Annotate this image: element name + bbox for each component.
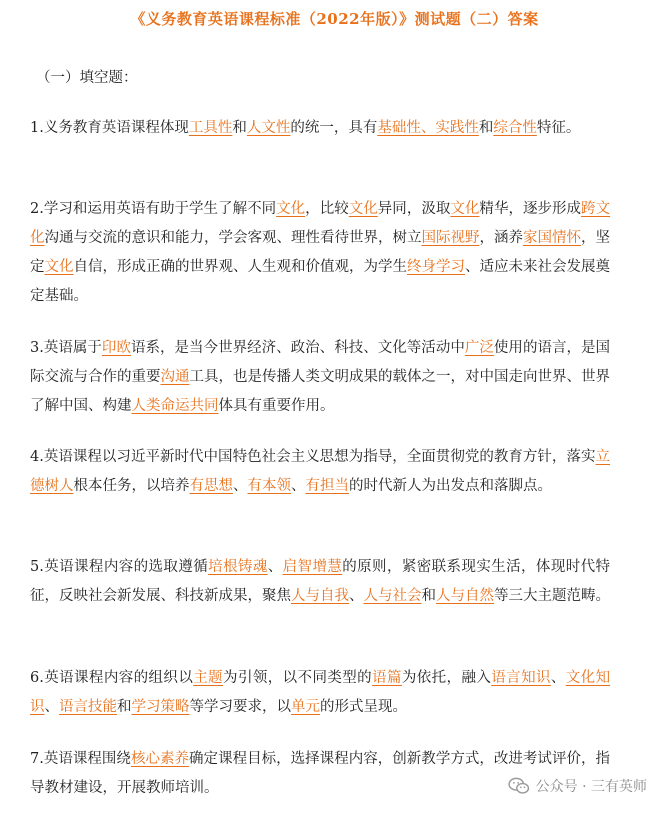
question-text: 沟通与交流的意识和能力，学会客观、理性看待世界，树立 xyxy=(44,230,422,246)
question-text: 精华，逐步形成 xyxy=(479,201,582,217)
question-item xyxy=(30,553,610,611)
question-text: 为依托，融入 xyxy=(401,670,492,686)
question-text: 自信，形成正确的世界观、人生观和价值观，为学生 xyxy=(73,259,407,275)
answer-blank: 学习策略 xyxy=(131,699,190,715)
question-text: 的时代新人为出发点和落脚点。 xyxy=(349,478,552,494)
question-text: ，坚定 xyxy=(30,230,610,275)
question-text: 工具，也是传播人类文明成果的载体之一，对中国走向世界、世界了解中国、构建 xyxy=(30,369,610,414)
answer-blank: 立德树人 xyxy=(30,449,610,494)
question-text: 、 xyxy=(349,588,364,604)
answer-blank: 人与社会 xyxy=(363,588,422,604)
answer-blank: 综合性 xyxy=(493,120,537,136)
question-text: 确定课程目标，选择课程内容，创新教学方式，改进考试评价，指导教材建设，开展教师培训。 xyxy=(30,751,610,796)
question-text: 特征。 xyxy=(536,120,581,136)
question-text: 根本任务，以培养 xyxy=(73,478,190,494)
question-item xyxy=(30,114,610,143)
question-text: 体具有重要作用。 xyxy=(218,398,335,414)
answer-blank: 沟通 xyxy=(160,369,190,385)
answer-blank: 跨文化 xyxy=(30,201,611,246)
answer-blank: 家国情怀 xyxy=(523,230,581,246)
answer-blank: 国际视野 xyxy=(421,230,480,246)
question-text: 和 xyxy=(478,120,494,136)
answer-blank: 印欧 xyxy=(101,340,131,356)
question-text: 、 xyxy=(267,559,283,575)
answer-blank: 人文性 xyxy=(246,120,291,136)
question-text: 、 xyxy=(550,670,566,686)
question-text: 等三大主题范畴。 xyxy=(494,588,610,604)
answer-blank: 基础性、实践性 xyxy=(377,120,479,136)
answer-blank: 有本领 xyxy=(247,478,291,494)
question-text: 1.义务教育英语课程体现 xyxy=(30,120,189,136)
question-text: ，比较 xyxy=(305,201,349,217)
answer-blank: 有担当 xyxy=(305,478,349,494)
question-text: 、 xyxy=(291,478,306,494)
answer-blank: 有思想 xyxy=(189,478,233,494)
question-text: 语系，是当今世界经济、政治、科技、文化等活动中 xyxy=(130,340,465,356)
question-text: 、适应未来社会发展奠定基础。 xyxy=(30,259,610,304)
question-text: 5.英语课程内容的选取遵循 xyxy=(30,559,209,575)
question-text: 的统一，具有 xyxy=(290,120,378,136)
question-item xyxy=(30,443,610,501)
question-item xyxy=(30,195,610,311)
answer-blank: 文化 xyxy=(450,201,480,217)
answer-blank: 文化知识 xyxy=(30,670,611,715)
question-text: 为引领，以不同类型的 xyxy=(223,670,373,686)
page-title: 《义务教育英语课程标准（2022年版）》测试题（二）答案 xyxy=(130,10,539,28)
question-text: 、 xyxy=(233,478,248,494)
question-text: 7.英语课程围绕 xyxy=(30,751,131,767)
answer-blank: 终身学习 xyxy=(407,259,465,275)
answer-blank: 语篇 xyxy=(372,670,402,686)
answer-blank: 文化 xyxy=(348,201,378,217)
question-text: 6.英语课程内容的组织以 xyxy=(30,670,194,686)
question-text: 2.学习和运用英语有助于学生了解不同 xyxy=(30,201,277,217)
question-text: 使用的语言，是国际交流与合作的重要 xyxy=(30,340,611,385)
wechat-icon xyxy=(508,777,530,795)
answer-blank: 人与自然 xyxy=(436,588,494,604)
question-text: 异同，汲取 xyxy=(377,201,451,217)
answer-blank: 人与自我 xyxy=(291,588,349,604)
section-heading: （一）填空题： xyxy=(36,70,138,86)
question-text: 等学习要求，以 xyxy=(189,699,291,715)
question-text: 和 xyxy=(117,699,132,715)
answer-blank: 人类命运共同 xyxy=(131,398,219,414)
answer-blank: 文化 xyxy=(44,259,74,275)
answer-blank: 核心素养 xyxy=(130,751,190,767)
answer-blank: 启智增慧 xyxy=(282,559,343,575)
question-text: 和 xyxy=(232,120,247,136)
answer-blank: 语言知识 xyxy=(491,670,551,686)
question-text: 4.英语课程以习近平新时代中国特色社会主义思想为指导，全面贯彻党的教育方针，落实 xyxy=(30,449,596,465)
question-text: ，涵养 xyxy=(479,230,523,246)
watermark-text: 公众号 · 三有英师 xyxy=(535,779,647,795)
question-text: 3.英语属于 xyxy=(30,340,102,356)
answer-blank: 语言技能 xyxy=(59,699,117,715)
answer-blank: 主题 xyxy=(193,670,224,686)
question-item xyxy=(30,334,610,421)
question-item xyxy=(30,664,610,722)
question-text: 、 xyxy=(44,699,59,715)
answer-blank: 工具性 xyxy=(188,120,233,136)
answer-blank: 文化 xyxy=(276,201,306,217)
watermark xyxy=(508,776,647,796)
question-text: 和 xyxy=(421,588,436,604)
answer-blank: 培根铸魂 xyxy=(208,559,268,575)
question-text: 的形式呈现。 xyxy=(320,699,407,715)
answer-blank: 单元 xyxy=(291,699,320,715)
question-text: 的原则，紧密联系现实生活，体现时代特征，反映社会新发展、科技新成果，聚焦 xyxy=(30,559,611,604)
answer-blank: 广泛 xyxy=(464,340,494,356)
